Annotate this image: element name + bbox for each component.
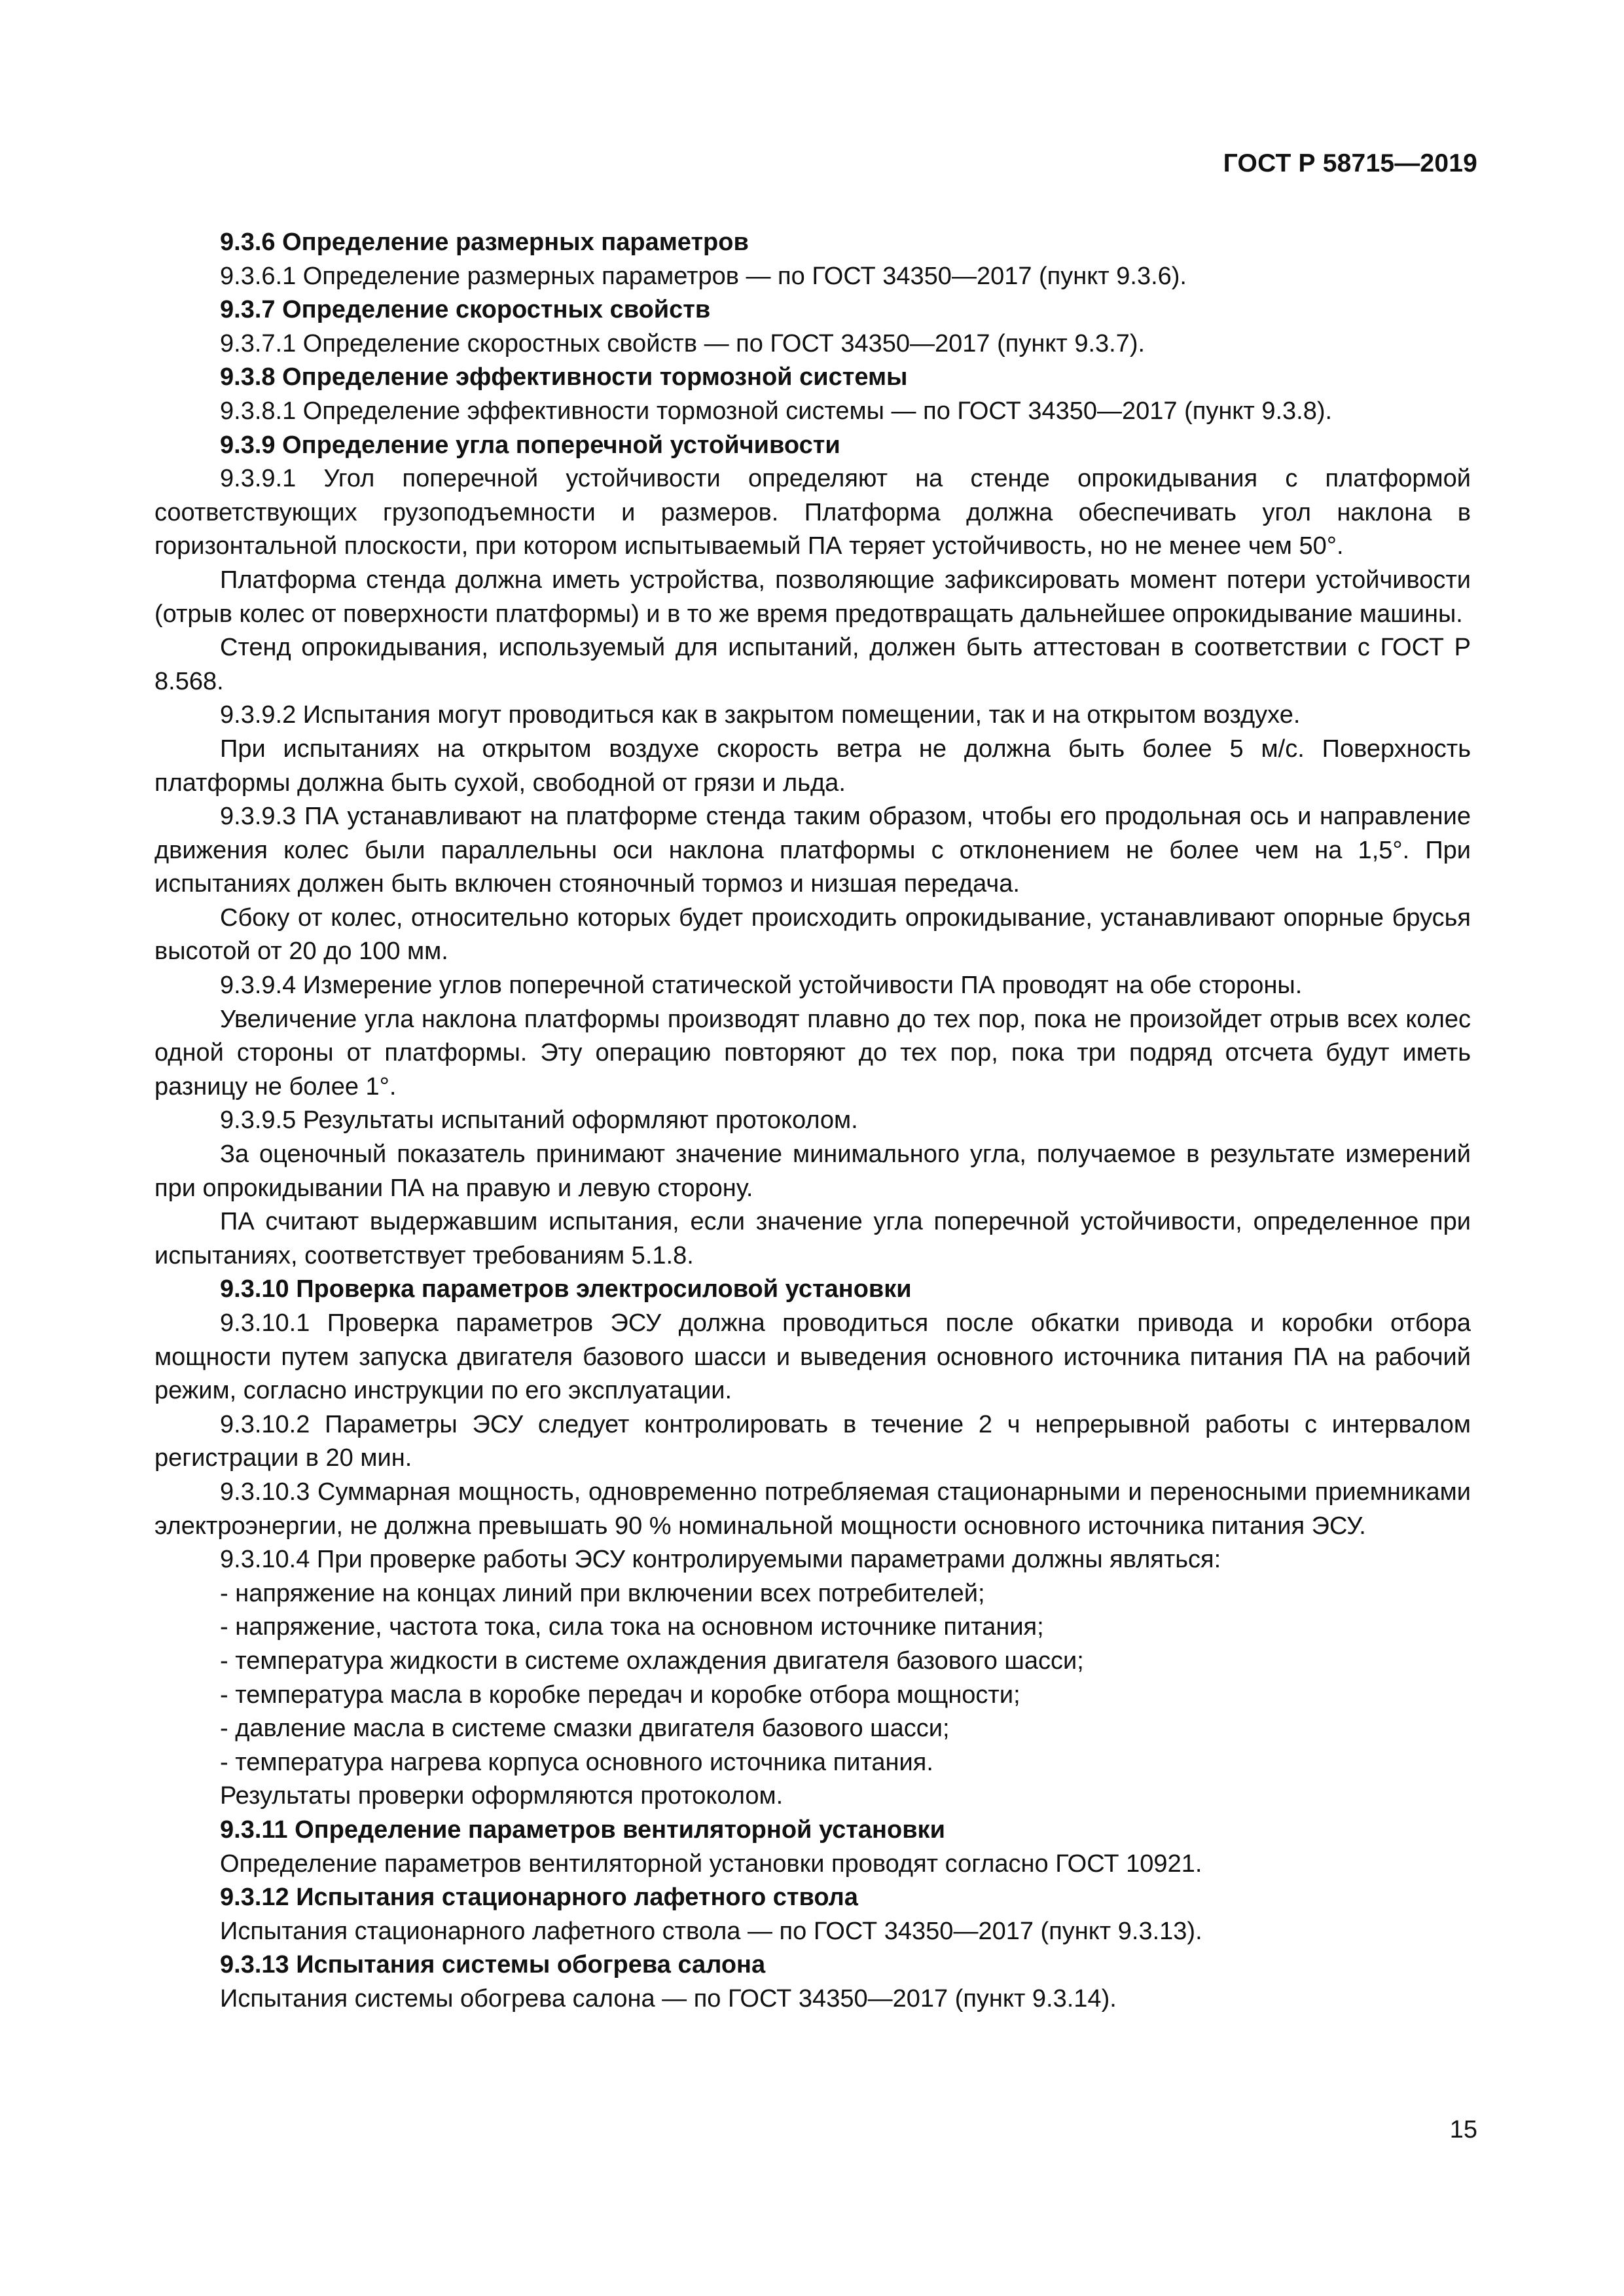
section-heading: 9.3.13 Испытания системы обогрева салона	[220, 1951, 766, 1979]
section-heading: 9.3.8 Определение эффективности тормозной системы	[220, 363, 908, 392]
paragraph: 9.3.10.1 Проверка параметров ЭСУ должна проводиться после обкатки привода и коробки отбора мощности путем запуска двигателя базового шасси и выведения основного источника питания ПА на рабочий режим, согласно инструкции по его эксплуатации.	[154, 1309, 1471, 1405]
paragraph: 9.3.10.3 Суммарная мощность, одновременно потребляемая стационарными и переносными приемниками электроэнергии, не должна превышать 90 % номинальной мощности основного источника питания ЭСУ.	[154, 1478, 1471, 1540]
page-number: 15	[1449, 2116, 1477, 2143]
section-heading: 9.3.11 Определение параметров вентиляторной установки	[220, 1815, 945, 1844]
paragraph: 9.3.9.3 ПА устанавливают на платформе стенда таким образом, чтобы его продольная ось и направление движения колес были параллельны оси наклона платформы с отклонением не более чем на 1,5°. При испытаниях должен быть включен стояночный тормоз и низшая передача.	[154, 803, 1471, 898]
paragraph: 9.3.9.5 Результаты испытаний оформляют протоколом.	[220, 1106, 858, 1135]
section-heading: 9.3.9 Определение угла поперечной устойчивости	[220, 431, 840, 459]
list-item: - давление масла в системе смазки двигателя базового шасси;	[220, 1715, 950, 1743]
paragraph: Испытания стационарного лафетного ствола — по ГОСТ 34350—2017 (пункт 9.3.13).	[220, 1917, 1202, 1945]
paragraph: Платформа стенда должна иметь устройства, позволяющие зафиксировать момент потери устойчивости (отрыв колес от поверхности платформы) и в то же время предотвращать дальнейшее опрокидывание машины.	[154, 566, 1471, 628]
list-item: - температура масла в коробке передач и коробке отбора мощности;	[220, 1681, 1020, 1709]
section-heading: 9.3.10 Проверка параметров электросиловой установки	[220, 1275, 912, 1303]
paragraph: 9.3.6.1 Определение размерных параметров — по ГОСТ 34350—2017 (пункт 9.3.6).	[220, 262, 1187, 290]
paragraph: При испытаниях на открытом воздухе скорость ветра не должна быть более 5 м/с. Поверхность платформы должна быть сухой, свободной от грязи и льда.	[154, 735, 1471, 797]
paragraph: 9.3.10.2 Параметры ЭСУ следует контролировать в течение 2 ч непрерывной работы с интервалом регистрации в 20 мин.	[154, 1410, 1471, 1472]
paragraph: Испытания системы обогрева салона — по ГОСТ 34350—2017 (пункт 9.3.14).	[220, 1984, 1117, 2013]
paragraph: ПА считают выдержавшим испытания, если значение угла поперечной устойчивости, определенное при испытаниях, соответствует требованиям 5.1.8.	[154, 1208, 1471, 1269]
paragraph: 9.3.7.1 Определение скоростных свойств — по ГОСТ 34350—2017 (пункт 9.3.7).	[220, 329, 1146, 357]
paragraph: Увеличение угла наклона платформы производят плавно до тех пор, пока не произойдет отрыв всех колес одной стороны от платформы. Эту операцию повторяют до тех пор, пока три подряд отсчета будут иметь разницу не более 1°.	[154, 1005, 1471, 1101]
paragraph: Определение параметров вентиляторной установки проводят согласно ГОСТ 10921.	[220, 1850, 1202, 1878]
list-item: - температура жидкости в системе охлаждения двигателя базового шасси;	[220, 1647, 1084, 1675]
list-item: - напряжение на концах линий при включении всех потребителей;	[220, 1579, 985, 1607]
paragraph: Сбоку от колес, относительно которых будет происходить опрокидывание, устанавливают опорные брусья высотой от 20 до 100 мм.	[154, 903, 1471, 966]
paragraph: За оценочный показатель принимают значение минимального угла, получаемое в результате измерений при опрокидывании ПА на правую и левую сторону.	[154, 1140, 1471, 1202]
paragraph: 9.3.8.1 Определение эффективности тормозной системы — по ГОСТ 34350—2017 (пункт 9.3.8).	[220, 397, 1333, 425]
document-body	[154, 226, 1471, 2016]
document-header-code: ГОСТ Р 58715—2019	[1223, 149, 1477, 177]
paragraph: Результаты проверки оформляются протоколом.	[220, 1782, 784, 1810]
paragraph: 9.3.9.1 Угол поперечной устойчивости определяют на стенде опрокидывания с платформой соответствующих грузоподъемности и размеров. Платформа должна обеспечивать угол наклона в горизонтальной плоскости, при котором испытываемый ПА теряет устойчивость, но не менее чем 50°.	[154, 465, 1471, 560]
paragraph: 9.3.9.2 Испытания могут проводиться как в закрытом помещении, так и на открытом воздухе.	[220, 701, 1301, 729]
section-heading: 9.3.6 Определение размерных параметров	[220, 228, 749, 256]
list-item: - напряжение, частота тока, сила тока на основном источнике питания;	[220, 1613, 1044, 1641]
section-heading: 9.3.12 Испытания стационарного лафетного ствола	[220, 1884, 858, 1912]
list-item: - температура нагрева корпуса основного источника питания.	[220, 1748, 933, 1776]
section-heading: 9.3.7 Определение скоростных свойств	[220, 296, 711, 324]
paragraph: Стенд опрокидывания, используемый для испытаний, должен быть аттестован в соответствии с ГОСТ Р 8.568.	[154, 634, 1471, 695]
paragraph: 9.3.9.4 Измерение углов поперечной статической устойчивости ПА проводят на обе стороны.	[220, 972, 1303, 1000]
paragraph: 9.3.10.4 При проверке работы ЭСУ контролируемыми параметрами должны являться:	[220, 1546, 1221, 1574]
